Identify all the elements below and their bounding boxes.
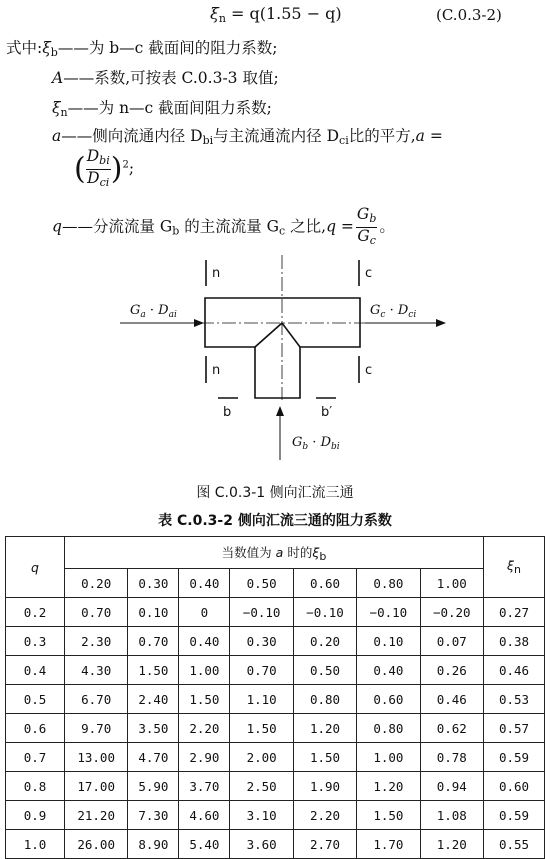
- label-n-top: n: [212, 266, 221, 281]
- cell-xi-b: 1.50: [179, 685, 230, 714]
- table-row: [6, 714, 545, 743]
- cell-q: 1.0: [6, 830, 65, 859]
- cell-xi-b: 6.70: [65, 685, 128, 714]
- label-inlet-bottom: $G_b \cdot D_{bi}$: [292, 435, 340, 452]
- cell-xi-b: 0.80: [293, 685, 356, 714]
- legend-xi-n: $\xi_n——$为 n—c 截面间阻力系数;: [52, 99, 272, 119]
- cell-xi-b: 21.20: [65, 801, 128, 830]
- cell-xi-b: 0.78: [420, 743, 483, 772]
- table-caption: 表 C.0.3-2 侧向汇流三通的阻力系数: [158, 513, 392, 529]
- cell-xi-b: 0.10: [357, 627, 420, 656]
- cell-xi-b: 1.10: [230, 685, 293, 714]
- legend-xi-b: 式中$:\xi_b——$为 b—c 截面间的阻力系数;: [6, 39, 278, 59]
- tee-outline: [205, 298, 360, 398]
- cell-xi-b: 0.26: [420, 656, 483, 685]
- col-xi-n-header: ξn: [484, 537, 545, 598]
- resistance-table: [5, 536, 545, 859]
- cell-xi-b: 2.20: [179, 714, 230, 743]
- cell-xi-b: 1.70: [357, 830, 420, 859]
- formula-label: (C.0.3-2): [436, 6, 502, 24]
- cell-q: 0.4: [6, 656, 65, 685]
- cell-xi-b: 1.50: [293, 743, 356, 772]
- a-values-row: [6, 569, 545, 598]
- cell-xi-b: 0.40: [179, 627, 230, 656]
- a-value-header: 0.40: [179, 569, 230, 598]
- label-b: b: [223, 405, 232, 420]
- a-value-header: 0.80: [357, 569, 420, 598]
- table-row: [6, 801, 545, 830]
- cell-xi-b: 1.00: [179, 656, 230, 685]
- cell-xi-b: 5.40: [179, 830, 230, 859]
- cell-xi-b: 0.30: [230, 627, 293, 656]
- figure-caption: 图 C.0.3-1 侧向汇流三通: [196, 485, 354, 501]
- cell-xi-b: 2.50: [230, 772, 293, 801]
- cell-q: 0.7: [6, 743, 65, 772]
- formula-rhs: = q(1.55 − q): [231, 4, 342, 23]
- label-c-top: c: [365, 266, 373, 281]
- cell-xi-b: 3.10: [230, 801, 293, 830]
- cell-xi-b: −0.10: [230, 598, 293, 627]
- cell-xi-b: 4.70: [128, 743, 179, 772]
- cell-xi-b: 26.00: [65, 830, 128, 859]
- legend-q: q——分流流量 $G_b$ 的主流流量 $G_c$ 之比,q = $\frac{G_b}{G_c}$ 。: [52, 205, 395, 247]
- a-value-header: 1.00: [420, 569, 483, 598]
- cell-xi-b: −0.10: [293, 598, 356, 627]
- cell-q: 0.6: [6, 714, 65, 743]
- cell-xi-b: 3.60: [230, 830, 293, 859]
- legend-A: A——系数,可按表 C.0.3-3 取值;: [52, 69, 279, 87]
- cell-xi-b: 1.90: [293, 772, 356, 801]
- table-body: [6, 598, 545, 859]
- cell-xi-b: 1.50: [230, 714, 293, 743]
- cell-xi-b: 0.20: [293, 627, 356, 656]
- cell-xi-b: 1.50: [128, 656, 179, 685]
- cell-xi-n: 0.59: [484, 743, 545, 772]
- tee-merge-left: [255, 323, 282, 347]
- cell-q: 0.8: [6, 772, 65, 801]
- label-outlet-right: $G_c \cdot D_{ci}$: [370, 303, 417, 320]
- cell-xi-n: 0.60: [484, 772, 545, 801]
- cell-xi-b: 3.70: [179, 772, 230, 801]
- label-c-bottom: c: [365, 363, 373, 378]
- cell-xi-n: 0.53: [484, 685, 545, 714]
- cell-xi-b: 9.70: [65, 714, 128, 743]
- cell-xi-b: 0.40: [357, 656, 420, 685]
- cell-q: 0.5: [6, 685, 65, 714]
- table-row: [6, 772, 545, 801]
- cell-xi-b: 1.20: [357, 772, 420, 801]
- cell-xi-b: 0.46: [420, 685, 483, 714]
- table-row: [6, 598, 545, 627]
- cell-xi-b: 0.07: [420, 627, 483, 656]
- cell-xi-b: 0.70: [230, 656, 293, 685]
- cell-xi-b: −0.10: [357, 598, 420, 627]
- arrowhead-left: [194, 319, 204, 327]
- cell-xi-b: 2.70: [293, 830, 356, 859]
- cell-xi-b: 5.90: [128, 772, 179, 801]
- table-row: [6, 830, 545, 859]
- table-row: [6, 627, 545, 656]
- label-bprime: b′: [321, 405, 333, 420]
- cell-xi-b: 1.20: [420, 830, 483, 859]
- cell-xi-n: 0.55: [484, 830, 545, 859]
- table-row: [6, 743, 545, 772]
- arrowhead-bottom: [276, 406, 284, 416]
- cell-xi-b: 0.50: [293, 656, 356, 685]
- cell-xi-b: 0.80: [357, 714, 420, 743]
- cell-xi-b: 4.60: [179, 801, 230, 830]
- cell-xi-b: 0.60: [357, 685, 420, 714]
- cell-xi-n: 0.38: [484, 627, 545, 656]
- cell-q: 0.3: [6, 627, 65, 656]
- table-row: [6, 685, 545, 714]
- cell-xi-b: 1.00: [357, 743, 420, 772]
- cell-xi-b: 8.90: [128, 830, 179, 859]
- cell-xi-b: 0: [179, 598, 230, 627]
- cell-xi-b: 3.50: [128, 714, 179, 743]
- table-row: [6, 656, 545, 685]
- cell-xi-b: 2.90: [179, 743, 230, 772]
- cell-xi-n: 0.46: [484, 656, 545, 685]
- group-header: 当数值为 a 时的ξb: [65, 537, 484, 569]
- tee-diagram: [0, 250, 550, 470]
- formula-lhs: ξ: [210, 4, 219, 23]
- cell-xi-b: 1.08: [420, 801, 483, 830]
- arrowhead-right: [436, 319, 446, 327]
- label-inlet-left: $G_a \cdot D_{ai}$: [130, 303, 177, 320]
- cell-xi-b: 0.70: [65, 598, 128, 627]
- cell-xi-b: 13.00: [65, 743, 128, 772]
- cell-xi-n: 0.57: [484, 714, 545, 743]
- cell-xi-b: 7.30: [128, 801, 179, 830]
- cell-xi-b: 0.70: [128, 627, 179, 656]
- cell-xi-b: 2.20: [293, 801, 356, 830]
- cell-xi-b: −0.20: [420, 598, 483, 627]
- a-value-header: 0.60: [293, 569, 356, 598]
- a-value-header: 0.20: [65, 569, 128, 598]
- a-value-header: 0.30: [128, 569, 179, 598]
- cell-xi-n: 0.27: [484, 598, 545, 627]
- cell-xi-b: 1.20: [293, 714, 356, 743]
- a-value-header: 0.50: [230, 569, 293, 598]
- formula: $\xi_n = q(1.55 - q)$: [210, 4, 342, 25]
- cell-xi-b: 2.30: [65, 627, 128, 656]
- cell-xi-b: 0.10: [128, 598, 179, 627]
- cell-q: 0.2: [6, 598, 65, 627]
- cell-xi-n: 0.59: [484, 801, 545, 830]
- col-q-header: q: [6, 537, 65, 598]
- cell-xi-b: 1.50: [357, 801, 420, 830]
- cell-xi-b: 0.62: [420, 714, 483, 743]
- cell-q: 0.9: [6, 801, 65, 830]
- cell-xi-b: 17.00: [65, 772, 128, 801]
- cell-xi-b: 4.30: [65, 656, 128, 685]
- legend-a: a——侧向流通内径 $D_{bi}$与主流通流内径 $D_{ci}$比的平方,a =: [52, 127, 443, 147]
- label-n-bottom: n: [212, 363, 221, 378]
- cell-xi-b: 0.94: [420, 772, 483, 801]
- cell-xi-b: 2.40: [128, 685, 179, 714]
- tee-merge-right: [282, 323, 300, 347]
- legend-a-fraction: ( $\frac{D_{bi}}{D_{ci}}$ )$^2$;: [74, 147, 135, 189]
- cell-xi-b: 2.00: [230, 743, 293, 772]
